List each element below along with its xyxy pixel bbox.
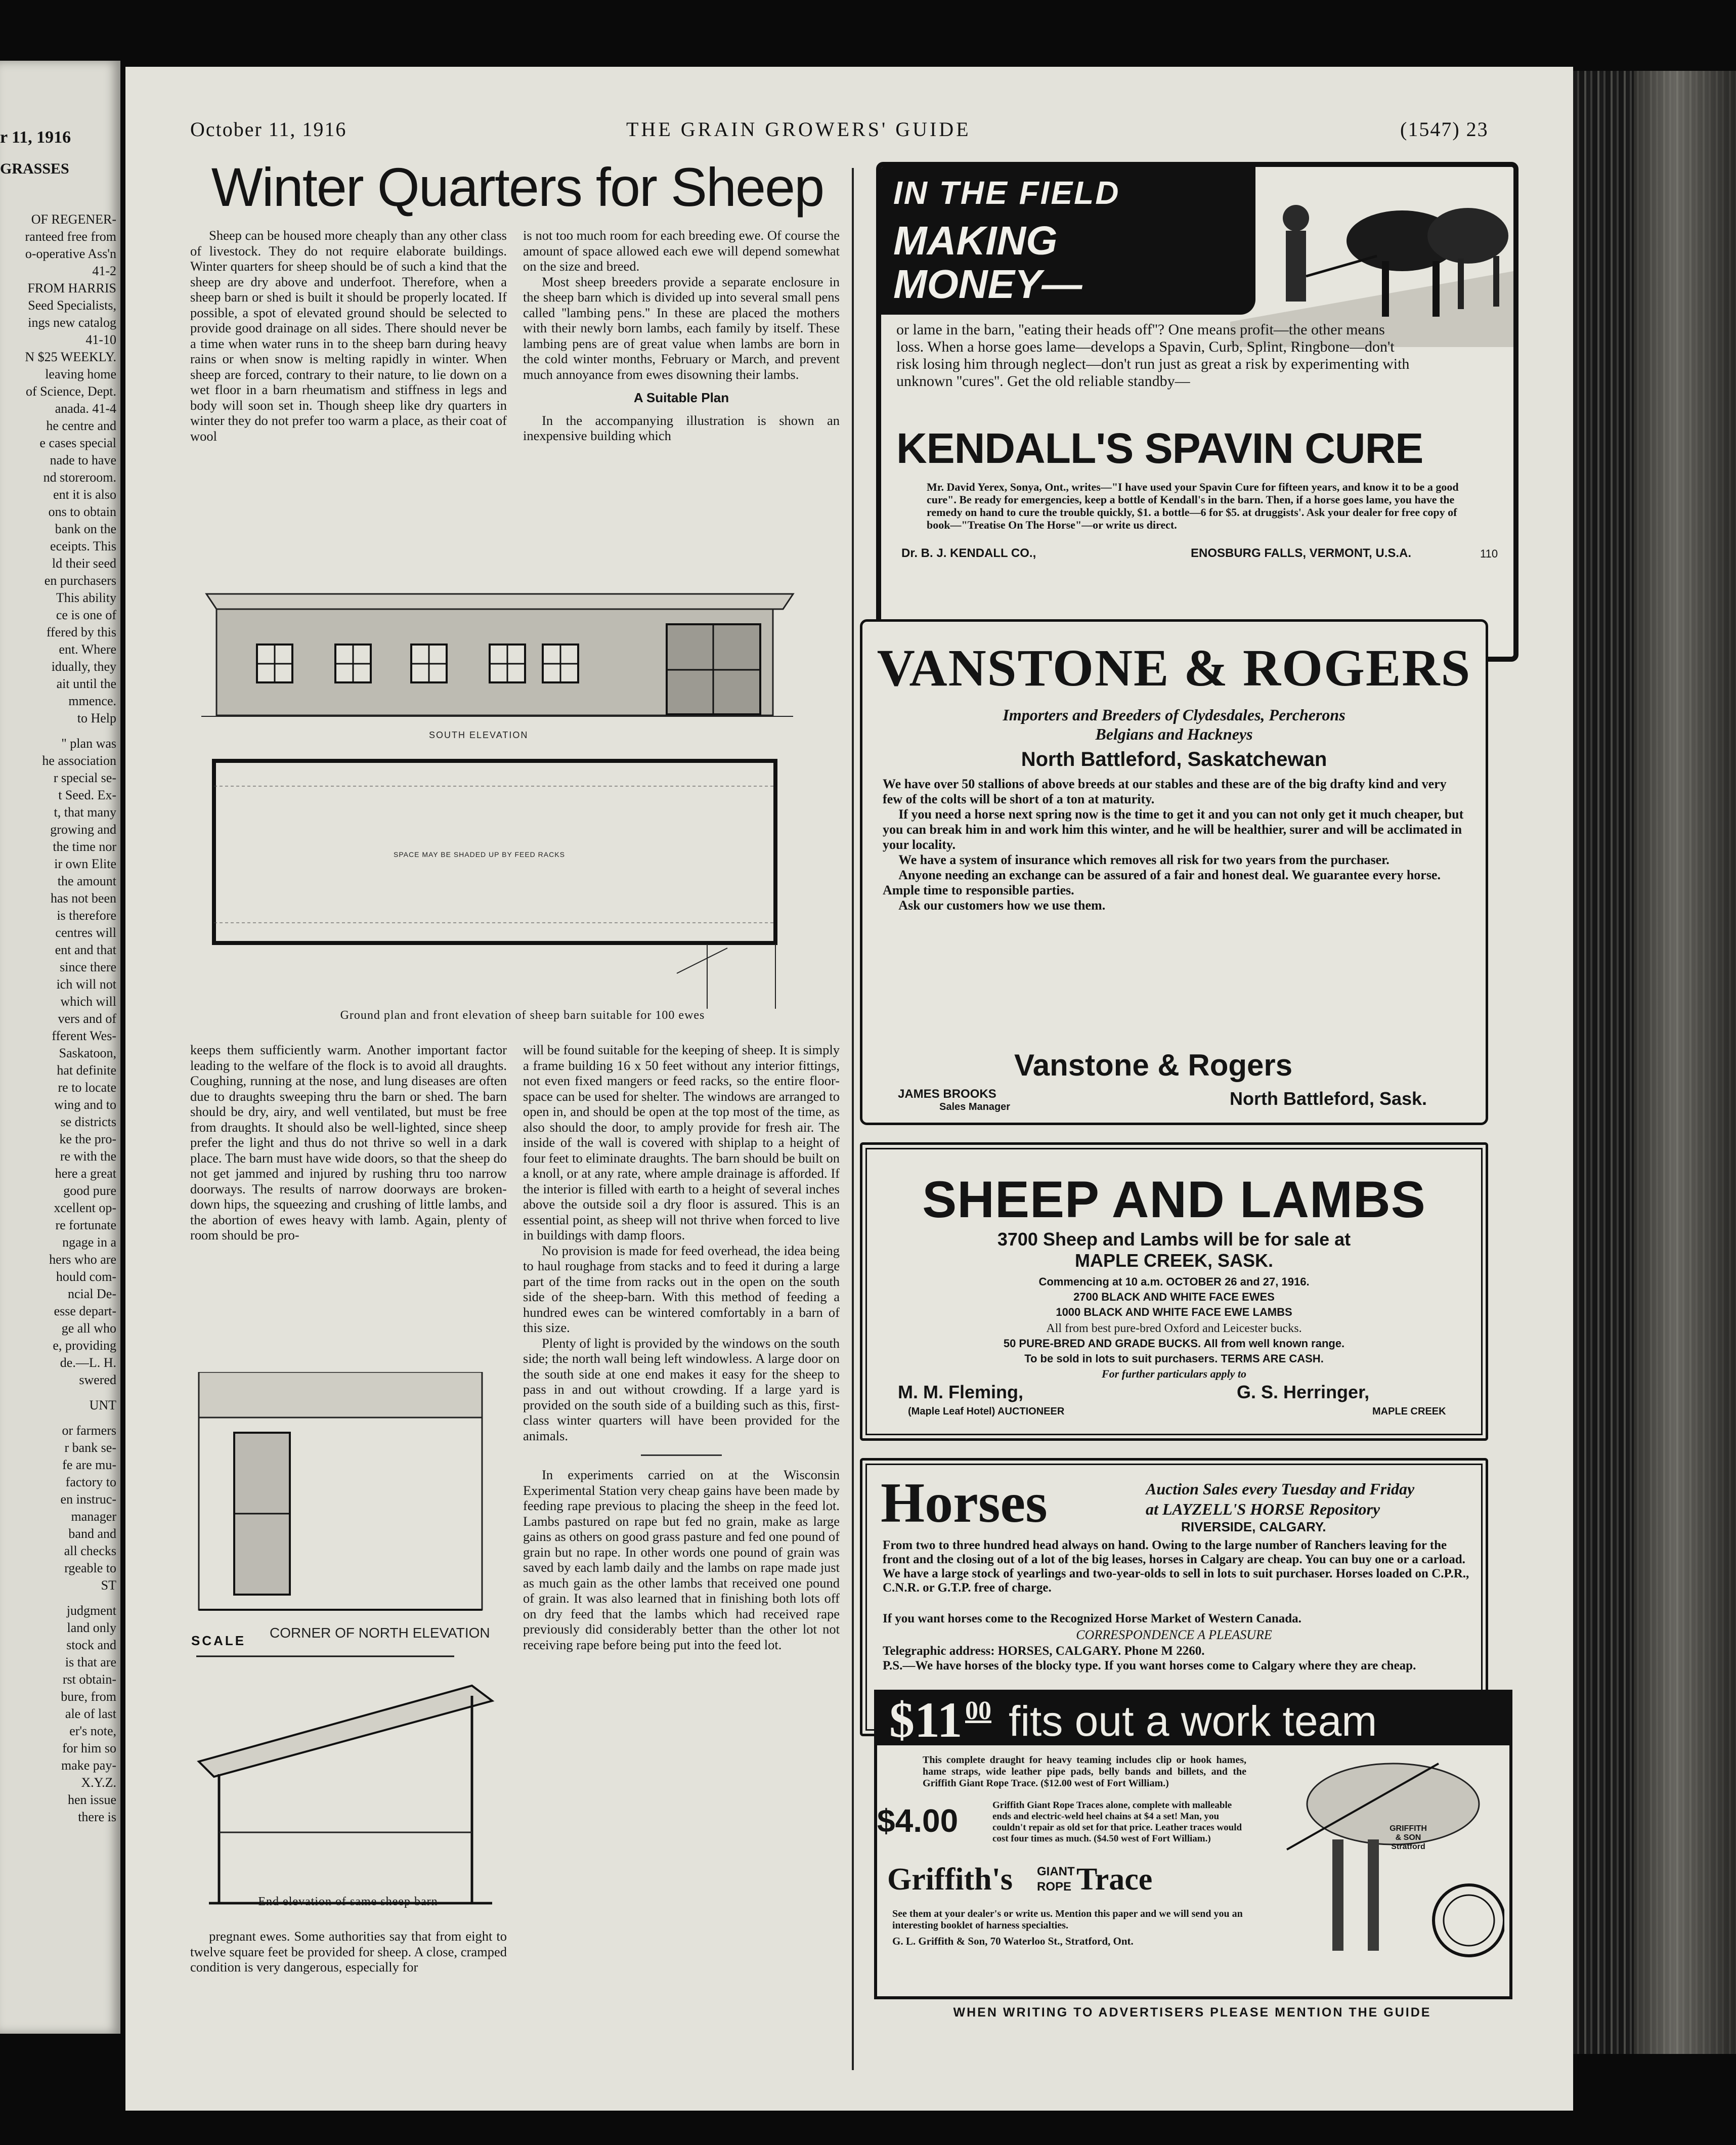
left-page-fragment: hen issue [67, 1792, 116, 1807]
barn-plan-drawing [201, 574, 834, 1049]
left-page-fragment: ld their seed [52, 556, 116, 571]
left-page-fragment: en instruc- [60, 1492, 116, 1507]
left-page-fragment: re with the [60, 1149, 116, 1164]
left-page-fragment: e, providing [53, 1338, 116, 1353]
section-subhead: A Suitable Plan [633, 390, 729, 405]
section-rule [641, 1454, 722, 1456]
left-page-fragment: t, that many [54, 805, 116, 820]
left-page-fragment: ings new catalog [28, 315, 116, 330]
left-page-fragment: FROM HARRIS [27, 281, 116, 295]
left-page-fragment: or farmers [62, 1423, 116, 1438]
left-page-fragment: esse depart- [54, 1304, 116, 1318]
left-page-fragment: fe are mu- [62, 1457, 116, 1472]
left-page-fragment: OF REGENER- [31, 212, 116, 227]
left-page-fragment: hat definite [57, 1063, 116, 1078]
header-date: October 11, 1916 [190, 118, 347, 141]
banner-line: IN THE FIELD [893, 175, 1120, 211]
vanstone-title: VANSTONE & ROGERS [877, 639, 1471, 697]
left-page-fragment: centres will [55, 925, 116, 940]
north-elevation-drawing [194, 1372, 507, 1665]
left-page-fragment: ir own Elite [54, 856, 116, 871]
left-page-fragment: hould com- [56, 1269, 116, 1284]
left-page-fragment: is that are [65, 1655, 116, 1669]
left-page-fragment: land only [67, 1620, 116, 1635]
kendall-address: ENOSBURG FALLS, VERMONT, U.S.A. [1191, 546, 1412, 560]
sheep-ad-line: 2700 BLACK AND WHITE FACE EWES [1073, 1291, 1275, 1303]
kendall-testimonial: Mr. David Yerex, Sonya, Ont., writes—"I have used your Spavin Cure for fifteen years, and know it to be a good cure". Be ready for emergencies, keep a bottle of Kendall's in the barn. Then, if a horse goes lame, you have the remedy on hand to cure the trouble quickly, $1. a bottle—6 for $5. at druggists'. Ask your dealer for free copy of book—"Treatise On The Horse"—or write us direct. [927, 481, 1459, 531]
left-page-fragment: This ability [56, 590, 116, 605]
scale-bar [191, 1630, 495, 1665]
griffith-address: G. L. Griffith & Son, 70 Waterloo St., Stratford, Ont. [892, 1935, 1134, 1947]
left-page-fragment: r special se- [53, 770, 116, 785]
vanstone-manager-name: JAMES BROOKS [898, 1087, 996, 1101]
left-page-fragment: e cases special [39, 436, 116, 450]
left-page-fragment: X.Y.Z. [81, 1775, 116, 1790]
left-page-fragment: of Science, Dept. [25, 384, 116, 399]
griffith-ad [874, 1690, 1512, 1999]
left-page-fragment: 41-2 [92, 264, 116, 278]
article-paragraph: Sheep can be housed more cheaply than any other class of livestock. They do not require elaborate buildings. Winter quarters for sheep should be of such a kind that the sheep are dry above and underfoot. Therefore, when a sheep barn or shed is built it should be properly located. If possible, a spot of elevated ground should be selected to provide good drainage on all sides. There should never be a time when water runs in to the sheep barn during heavy rains or when snow is melting rapidly in winter. When sheep are forced, contrary to their nature, to lie down on a wet floor in a barn rheumatism and stiffness in legs and body will soon set in. Though sheep like dry quarters in winter they do not prefer too warm a place, as their coat of wool [190, 228, 507, 444]
vanstone-paragraph: We have a system of insurance which removes all risk for two years from the purchaser. [898, 852, 1390, 867]
left-page-fragment: xcellent op- [54, 1200, 116, 1215]
left-page-fragment: leaving home [45, 367, 116, 381]
left-page-fragment: band and [68, 1526, 116, 1541]
left-page-fragment: er's note, [69, 1724, 116, 1738]
griffith-body-3: See them at your dealer's or write us. Mention this paper and we will send you an interesting booklet of harness specialties. [892, 1908, 1243, 1931]
left-page-fragment: ent. Where [59, 642, 116, 657]
left-page-fragment: ons to obtain [48, 504, 116, 519]
left-page-fragment: 41-10 [85, 332, 116, 347]
griffith-tagline: fits out a work team [1009, 1697, 1377, 1745]
griffith-brand-rope: ROPE [1037, 1880, 1072, 1894]
article-paragraph: Plenty of light is provided by the windows on the south side; the north wall being left windowless. A large door on the south side at one end makes it easy for the sheep to pass in and out without crowding. If a large yard is provided on the south side of a building such as this, first-class winter quarters will have been provided for the animals. [523, 1335, 840, 1443]
left-page-fragment: UNT [89, 1398, 116, 1412]
left-page-fragment: " plan was [61, 736, 116, 751]
left-page-fragment: vers and of [58, 1011, 116, 1026]
griffith-badge [1383, 1824, 1434, 1852]
article-paragraph: In the accompanying illustration is shown an inexpensive building which [523, 412, 840, 443]
left-page-fragment: to Help [77, 711, 116, 725]
sheep-ad-line: 1000 BLACK AND WHITE FACE EWE LAMBS [1056, 1306, 1292, 1318]
left-page-fragment: ffered by this [46, 625, 116, 639]
left-page-fragment: all checks [64, 1543, 116, 1558]
left-page-fragment: ke the pro- [59, 1132, 116, 1146]
kendall-headline: KENDALL'S SPAVIN CURE [896, 424, 1423, 472]
left-page-fragment: he association [42, 753, 116, 768]
newspaper-page [125, 67, 1573, 2111]
article-paragraph: is not too much room for each breeding ewe. Of course the amount of space allowed each ewe will depend somewhat on the size and breed. [523, 228, 840, 274]
vanstone-paragraph: Ask our customers how we use them. [898, 898, 1106, 913]
left-page-fragment: which will [60, 994, 116, 1009]
vanstone-rogers-ad [860, 619, 1488, 1125]
horses-ad-location: RIVERSIDE, CALGARY. [1181, 1519, 1326, 1534]
sheep-ad-title: SHEEP AND LAMBS [922, 1171, 1426, 1228]
left-page-fragment: growing and [50, 822, 116, 837]
left-page-fragment: rgeable to [64, 1561, 116, 1575]
kendall-ad [876, 162, 1518, 662]
horses-ad-ps: P.S.—We have horses of the blocky type. If you want horses come to Calgary where they are cheap. [883, 1659, 1416, 1672]
sheep-ad-sub: (Maple Leaf Hotel) AUCTIONEER [908, 1406, 1065, 1417]
horses-ad-correspondence: CORRESPONDENCE A PLEASURE [1076, 1627, 1272, 1642]
sheep-ad-line: All from best pure-bred Oxford and Leicester bucks. [1046, 1322, 1302, 1335]
sheep-ad-name: G. S. Herringer, [1237, 1382, 1370, 1402]
griffith-badge-line: & SON [1395, 1833, 1421, 1842]
vanstone-signature-location: North Battleford, Sask. [1230, 1088, 1427, 1109]
kendall-company: Dr. B. J. KENDALL CO., [901, 546, 1036, 560]
banner-line: MAKING [893, 218, 1058, 263]
horses-ad-body: From two to three hundred head always on hand. Owing to the large number of Ranchers leaving for the front and the closing out of a lot of the big leases, horses in Calgary are cheap. You can buy one or a carload. We have a large stock of yearlings and two-year-olds to sell in lots to suit purchaser. Horses loaded on C.P.R., C.N.R. or G.T.P. free of charge. [883, 1538, 1469, 1595]
left-page-fragment: re to locate [58, 1080, 116, 1095]
sheep-ad-line: To be sold in lots to suit purchasers. TERMS ARE CASH. [1024, 1352, 1324, 1365]
article-column-3 [190, 1042, 507, 1243]
left-facing-page [0, 61, 120, 2034]
sheep-lambs-ad [860, 1142, 1488, 1441]
left-page-fragment: ale of last [65, 1706, 116, 1721]
left-page-header: r 11, 1916 [0, 128, 71, 147]
article-column-2 [523, 228, 840, 444]
end-elevation-caption: End elevation of same sheep barn [258, 1895, 438, 1908]
left-page-fragment: Saskatoon, [59, 1046, 116, 1060]
left-page-fragment: bank on the [55, 522, 116, 536]
left-page-fragment: eceipts. This [50, 539, 116, 553]
left-page-fragment: fferent Wes- [52, 1028, 116, 1043]
left-page-fragment: ich will not [56, 977, 116, 992]
left-page-fragment: good pure [63, 1183, 116, 1198]
advertiser-notice: WHEN WRITING TO ADVERTISERS PLEASE MENTION THE GUIDE [953, 2005, 1431, 2020]
vanstone-signature: Vanstone & Rogers [1014, 1048, 1293, 1082]
article-paragraph: In experiments carried on at the Wisconsin Experimental Station very cheap gains have been made by feeding rape previous to placing the sheep in the feed lot. Lambs pastured on rape but fed no grain, make as large gains as others on good grass pasture and fed one pound of grain but no rape. In other words one pound of grain was saved by each lamb daily and the lambs on rape made just as much gain as the other lambs that received one pound of grain. It was also learned that in finishing both lots off on dry feed that the lambs which had received rape previously did considerably better than the other lot not receiving rape before being put into the feed lot. [523, 1467, 840, 1652]
plan-label: SPACE MAY BE SHADED UP BY FEED RACKS [394, 850, 565, 859]
left-page-fragment: judgment [66, 1603, 116, 1618]
left-page-fragment: re fortunate [55, 1218, 116, 1232]
kendall-body: or lame in the barn, ''eating their heads off''? One means profit—the other means loss. When a horse goes lame—develops a Spavin, Curb, Splint, Ringbone—don't risk losing him through neglect—don't run just as great a risk by experimenting with unknown ''cures''. Get the old reliable standby— [896, 321, 1410, 390]
left-page-fragment: de.—L. H. [60, 1355, 116, 1370]
left-page-fragment: t Seed. Ex- [58, 788, 116, 802]
barn-plan-figure [201, 574, 834, 1049]
griffith-brand: Griffith's [887, 1862, 1013, 1897]
vanstone-location: North Battleford, Saskatchewan [1021, 748, 1327, 770]
left-page-fragment: ngage in a [62, 1235, 116, 1250]
work-horse-harness-image [1267, 1748, 1504, 1971]
griffith-body: This complete draught for heavy teaming includes clip or hook hames, hame straps, wide leather pipe pads, belly bands and billets, and the Griffith Giant Rope Trace. ($12.00 west of Fort William.) [923, 1754, 1246, 1789]
griffith-price-2: $4.00 [877, 1803, 959, 1839]
left-page-fragment: ent it is also [53, 487, 116, 502]
left-page-fragment: there is [78, 1810, 116, 1824]
vanstone-paragraph: We have over 50 stallions of above breeds at our stables and these are of the big drafty kind and very few of the colts will be short of a ton at maturity. [883, 777, 1447, 806]
sheep-ad-line: Commencing at 10 a.m. OCTOBER 26 and 27, 1916. [1038, 1275, 1310, 1288]
left-page-fragment: ST [101, 1578, 116, 1593]
left-page-fragment: Seed Specialists, [28, 298, 116, 313]
sheep-ad-line: MAPLE CREEK, SASK. [1074, 1250, 1274, 1271]
left-page-fragment: r bank se- [64, 1440, 116, 1455]
left-page-head: GRASSES [0, 160, 69, 177]
scale-label: SCALE [191, 1633, 246, 1648]
griffith-badge-line: GRIFFITH [1390, 1824, 1427, 1833]
article-paragraph: Most sheep breeders provide a separate enclosure in the sheep barn which is divided up into several small pens called ''lambing pens.'' In these are placed the mothers with their newly born lambs, each family by itself. These lambing pens are of great value when lambs are born in the cold winter months, February or March, and prevent much annoyance from ewes disowning their lambs. [523, 274, 840, 382]
left-page-fragment: o-operative Ass'n [25, 246, 116, 261]
sheep-ad-line: 3700 Sheep and Lambs will be for sale at [997, 1229, 1351, 1250]
sheep-ad-line: For further particulars apply to [1101, 1367, 1247, 1380]
left-page-fragment: since there [60, 960, 116, 974]
article-column-3-end [190, 1928, 507, 1975]
griffith-badge-line: Stratford [1391, 1842, 1425, 1851]
left-page-fragment: nade to have [50, 453, 116, 467]
vanstone-subtitle: Belgians and Hackneys [1095, 725, 1253, 743]
article-paragraph: will be found suitable for the keeping of sheep. It is simply a frame building 16 x 50 feet without any interior fittings, not even fixed mangers or feed racks, so the entire floor-space can be used for shelter. The windows are arranged to open in, and should be open at the top most of the time, as also should the door, to amply provide for fresh air. The inside of the wall is covered with shiplap to a height of four feet to eliminate draughts. The barn should be built on a knoll, or at any rate, where ample drainage is afforded. If the interior is filled with earth to a height of several inches above the outside soil a dry floor is assured. This is an essential point, as sheep will not thrive when forced to live in buildings with damp floors. [523, 1042, 840, 1242]
left-page-fragment: ranteed free from [25, 229, 116, 244]
vanstone-subtitle: Importers and Breeders of Clydesdales, Percherons [1003, 706, 1346, 724]
left-page-fragment: make pay- [61, 1758, 116, 1773]
griffith-brand-giant: GIANT [1037, 1865, 1075, 1878]
griffith-body-2: Griffith Giant Rope Traces alone, complete with malleable ends and electric-weld heel chains at $4 a set! Man, you couldn't repair as old set for that price. Leather traces would cost four times as much. ($4.50 west of Fort William.) [992, 1800, 1242, 1844]
plowing-horses-image [1230, 170, 1513, 347]
horses-ad-body2: If you want horses come to the Recognized Horse Market of Western Canada. [883, 1612, 1301, 1625]
left-page-fragment: factory to [65, 1475, 116, 1489]
north-elevation-label: CORNER OF NORTH ELEVATION [270, 1625, 490, 1641]
page-edges-shade [1634, 71, 1736, 2054]
vanstone-manager-title: Sales Manager [939, 1101, 1011, 1112]
header-title: THE GRAIN GROWERS' GUIDE [626, 118, 971, 141]
left-page-fragment: he centre and [46, 418, 116, 433]
left-page-fragment: bure, from [61, 1689, 116, 1704]
left-page-fragment: the amount [57, 874, 116, 888]
horses-ad-tag: at LAYZELL'S HORSE Repository [1146, 1500, 1380, 1518]
horses-ad-tag: Auction Sales every Tuesday and Friday [1146, 1480, 1415, 1498]
horses-ad-title: Horses [881, 1472, 1048, 1534]
left-page-fragment: here a great [55, 1166, 116, 1181]
elevation-label: SOUTH ELEVATION [429, 730, 529, 740]
kendall-banner [881, 167, 1255, 315]
vanstone-body [883, 777, 1464, 913]
column-divider [852, 168, 854, 2070]
left-page-fragment: en purchasers [44, 573, 116, 588]
sheep-ad-name: M. M. Fleming, [898, 1382, 1023, 1402]
north-elevation-figure [194, 1372, 507, 1665]
left-page-fragment: ce is one of [56, 608, 116, 622]
banner-line: MONEY— [893, 262, 1082, 307]
griffith-brand-trace: Trace [1076, 1862, 1153, 1897]
left-page-fragment: N $25 WEEKLY. [25, 350, 116, 364]
left-page-fragment: mmence. [68, 694, 116, 708]
left-page-fragment: for him so [62, 1741, 116, 1755]
left-page-fragment: stock and [66, 1638, 116, 1652]
article-paragraph: No provision is made for feed overhead, the idea being to haul roughage from stacks and to feed it during a large part of the time from racks out in the open on the south side of the sheep-barn. With this method of feeding a hundred ewes can be wintered comfortably in a barn of this size. [523, 1242, 840, 1335]
left-page-fragment: ent and that [55, 942, 116, 957]
griffith-price: $11 [889, 1692, 963, 1748]
left-page-fragment: anada. 41-4 [55, 401, 116, 416]
left-page-fragment: rst obtain- [62, 1672, 116, 1687]
left-page-fragment: the time nor [53, 839, 116, 854]
left-page-fragment: swered [79, 1372, 116, 1387]
vanstone-paragraph: If you need a horse next spring now is the time to get it and you can not only get it much cheaper, but you can break him in and work him this winter, and he will be healthier, surer and will be acclimated in your locality. [883, 807, 1464, 852]
left-page-fragment: ge all who [61, 1321, 116, 1336]
article-paragraph: keeps them sufficiently warm. Another important factor leading to the welfare of the flock is to avoid all draughts. Coughing, running at the nose, and lung diseases are often due to draughts sweeping thru the barn or shed. The barn should be dry, airy, and well ventilated, but must be free from draughts. It should also be well-lighted, since sheep prefer the light and thus do not thrive so well in a dark place. The barn must have wide doors, so that the sheep do not get jammed and injured by rushing thru too narrow doorways. The results of narrow doorways are broken-down hips, the squeezing and crushing of little lambs, and the abortion of ewes heavy with lamb. Again, plenty of room should be pro- [190, 1042, 507, 1242]
plan-caption: Ground plan and front elevation of sheep barn suitable for 100 ewes [340, 1009, 705, 1022]
left-page-fragment: idually, they [51, 659, 116, 674]
griffith-cents: 00 [965, 1696, 991, 1725]
left-page-fragment: ncial De- [67, 1286, 116, 1301]
vanstone-paragraph: Anyone needing an exchange can be assured of a fair and honest deal. We guarantee every horse. Ample time to responsible parties. [883, 868, 1441, 897]
sheep-ad-line: 50 PURE-BRED AND GRADE BUCKS. All from well known range. [1003, 1337, 1345, 1350]
sheep-ad-sub: MAPLE CREEK [1372, 1406, 1446, 1417]
left-page-fragment: nd storeroom. [43, 470, 116, 485]
article-paragraph: pregnant ewes. Some authorities say that from eight to twelve square feet be provided for sheep. A close, cramped condition is very dangerous, especially for [190, 1928, 507, 1975]
header-page-number: (1547) 23 [1400, 118, 1489, 141]
left-page-fragment: wing and to [54, 1097, 116, 1112]
article-column-1 [190, 228, 507, 444]
left-page-fragment: is therefore [57, 908, 116, 923]
article-title: Winter Quarters for Sheep [211, 156, 824, 218]
griffith-banner [877, 1692, 1509, 1748]
left-page-fragment: has not been [51, 891, 116, 906]
left-page-fragment: hers who are [49, 1252, 116, 1267]
kendall-code: 110 [1480, 547, 1498, 560]
article-column-4 [523, 1042, 840, 1652]
left-page-fragment: ait until the [56, 676, 116, 691]
left-page-fragment: manager [71, 1509, 116, 1524]
left-page-fragment: se districts [60, 1114, 116, 1129]
horses-ad-telegraphic: Telegraphic address: HORSES, CALGARY. Phone M 2260. [883, 1644, 1205, 1658]
